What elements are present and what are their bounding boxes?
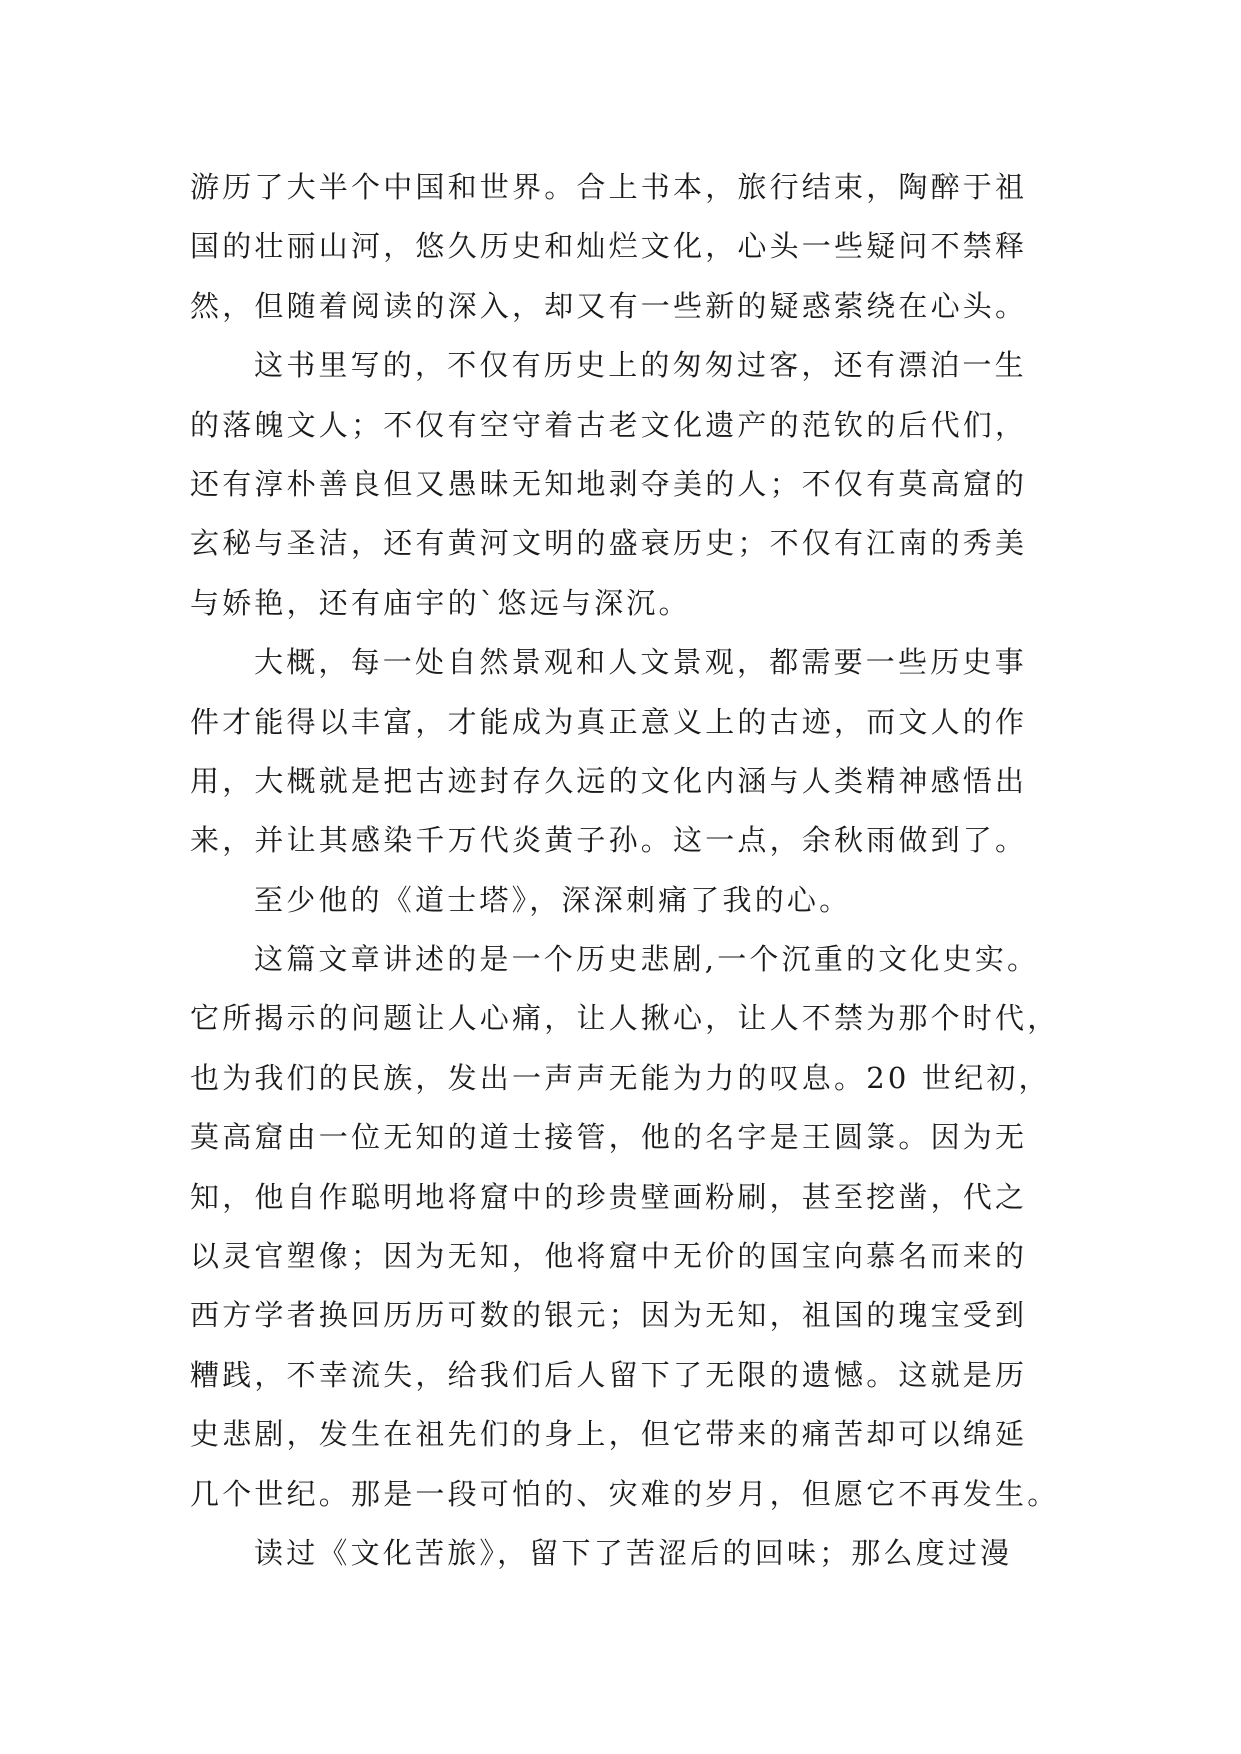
text-line: 国的壮丽山河，悠久历史和灿烂文化，心头一些疑问不禁释 — [190, 229, 1028, 264]
text-line: 它所揭示的问题让人心痛，让人揪心，让人不禁为那个时代， — [190, 1001, 1060, 1036]
text-line: 件才能得以丰富，才能成为真正意义上的古迹，而文人的作 — [190, 704, 1028, 739]
text-line: 几个世纪。那是一段可怕的、灾难的岁月，但愿它不再发生。 — [190, 1476, 1060, 1511]
text-line: 用，大概就是把古迹封存久远的文化内涵与人类精神感悟出 — [190, 763, 1028, 798]
text-line: 糟践，不幸流失，给我们后人留下了无限的遗憾。这就是历 — [190, 1357, 1028, 1392]
text-line: 知，他自作聪明地将窟中的珍贵壁画粉刷，甚至挖凿，代之 — [190, 1179, 1028, 1214]
body-text — [190, 158, 1070, 1583]
text-line: 与娇艳，还有庙宇的`悠远与深沉。 — [190, 585, 691, 620]
text-line: 来，并让其感染千万代炎黄子孙。这一点，余秋雨做到了。 — [190, 823, 1028, 858]
text-line: 还有淳朴善良但又愚昧无知地剥夺美的人；不仅有莫高窟的 — [190, 466, 1028, 501]
text-line: 的落魄文人；不仅有空守着古老文化遗产的范钦的后代们， — [190, 407, 1028, 442]
text-line: 西方学者换回历历可数的银元；因为无知，祖国的瑰宝受到 — [190, 1298, 1028, 1333]
text-line: 也为我们的民族，发出一声声无能为力的叹息。20 世纪初， — [190, 1060, 1051, 1095]
text-line: 这篇文章讲述的是一个历史悲剧,一个沉重的文化史实。 — [254, 942, 1040, 977]
text-line: 游历了大半个中国和世界。合上书本，旅行结束，陶醉于祖 — [190, 170, 1028, 204]
text-line: 大概，每一处自然景观和人文景观，都需要一些历史事 — [254, 645, 1027, 680]
text-line: 这书里写的，不仅有历史上的匆匆过客，还有漂泊一生 — [254, 348, 1027, 383]
text-line: 史悲剧，发生在祖先们的身上，但它带来的痛苦却可以绵延 — [190, 1417, 1028, 1452]
text-line: 至少他的《道士塔》，深深刺痛了我的心。 — [254, 882, 852, 917]
text-line: 莫高窟由一位无知的道士接管，他的名字是王圆箓。因为无 — [190, 1120, 1028, 1155]
text-line: 玄秘与圣洁，还有黄河文明的盛衰历史；不仅有江南的秀美 — [190, 526, 1028, 561]
text-line: 以灵官塑像；因为无知，他将窟中无价的国宝向慕名而来的 — [190, 1239, 1028, 1274]
text-line: 然，但随着阅读的深入，却又有一些新的疑惑萦绕在心头。 — [190, 288, 1028, 323]
text-line: 读过《文化苦旅》，留下了苦涩后的回味；那么度过漫 — [254, 1535, 1013, 1570]
